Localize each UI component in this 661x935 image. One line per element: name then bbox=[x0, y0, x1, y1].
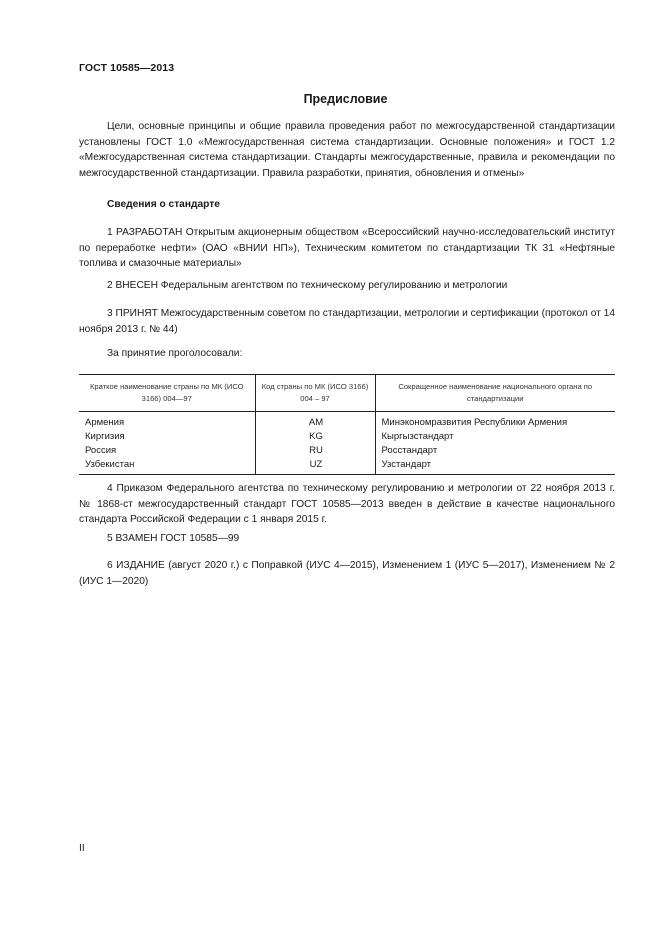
code-cell: KG bbox=[255, 430, 375, 444]
country-cell: Россия bbox=[85, 445, 117, 456]
intro-paragraph: Цели, основные принципы и общие правила проведения работ по межгосударственной стандартизации установлены ГОСТ 1.0 «Межгосударственная система стандартизации. Основные положения» и ГОСТ 1.2 «Межгосударственная система стандартизации. Стандарты межгосударственные, правила и рекомендации по межгосударственной стандартизации. Правила разработки, принятия, обновления и отмены» bbox=[79, 121, 615, 179]
table-row bbox=[79, 444, 615, 458]
header-standards-body: Сокращенное наименование национального органа по стандартизации bbox=[375, 375, 615, 412]
country-cell: Армения bbox=[85, 417, 125, 428]
section-heading: Сведения о стандарте bbox=[107, 199, 220, 210]
code-cell: AM bbox=[255, 412, 375, 431]
table-row bbox=[79, 412, 615, 431]
country-cell: Узбекистан bbox=[79, 458, 255, 475]
table-row bbox=[79, 458, 615, 475]
body-cell: Кыргызстандарт bbox=[375, 430, 615, 444]
item-developed: 1 РАЗРАБОТАН Открытым акционерным обществом «Всероссийский научно-исследовательский институт по переработке нефти» (ОАО «ВНИИ НП»), Техническим комитетом по стандартизации ТК 31 «Нефтяные топлива и смазочные материалы» bbox=[79, 227, 615, 270]
item-order: 4 Приказом Федерального агентства по техническому регулированию и метрологии от 22 ноября 2013 г. № 1868-ст межгосударственный стандарт ГОСТ 10585—2013 введен в действие в качестве национального стандарта Российской Федерации с 1 января 2015 г. bbox=[79, 483, 615, 526]
country-cell: Киргизия bbox=[85, 431, 125, 442]
voting-table bbox=[79, 374, 615, 475]
table-row bbox=[79, 430, 615, 444]
body-cell: Узстандарт bbox=[375, 458, 615, 475]
item-replaces: 5 ВЗАМЕН ГОСТ 10585—99 bbox=[107, 533, 240, 544]
voted-label: За принятие проголосовали: bbox=[107, 348, 243, 359]
table-header-row bbox=[79, 375, 615, 412]
code-cell: UZ bbox=[255, 458, 375, 475]
body-cell: Росстандарт bbox=[375, 444, 615, 458]
item-adopted: 3 ПРИНЯТ Межгосударственным советом по стандартизации, метрологии и сертификации (протокол от 14 ноября 2013 г. № 44) bbox=[79, 308, 615, 335]
code-cell: RU bbox=[255, 444, 375, 458]
page-number: II bbox=[79, 843, 85, 854]
document-id-header: ГОСТ 10585—2013 bbox=[79, 62, 175, 74]
item-introduced: 2 ВНЕСЕН Федеральным агентством по техническому регулированию и метрологии bbox=[107, 280, 508, 291]
header-country-name: Краткое наименование страны по МК (ИСО 3166) 004—97 bbox=[79, 375, 255, 412]
page-title: Предисловие bbox=[303, 92, 388, 106]
header-country-code: Код страны по МК (ИСО 3166) 004 – 97 bbox=[255, 375, 375, 412]
item-edition: 6 ИЗДАНИЕ (август 2020 г.) с Поправкой (ИУС 4—2015), Изменением 1 (ИУС 5—2017), Изменением № 2 (ИУС 1—2020) bbox=[79, 560, 615, 587]
body-cell: Минэкономразвития Республики Армения bbox=[375, 412, 615, 431]
